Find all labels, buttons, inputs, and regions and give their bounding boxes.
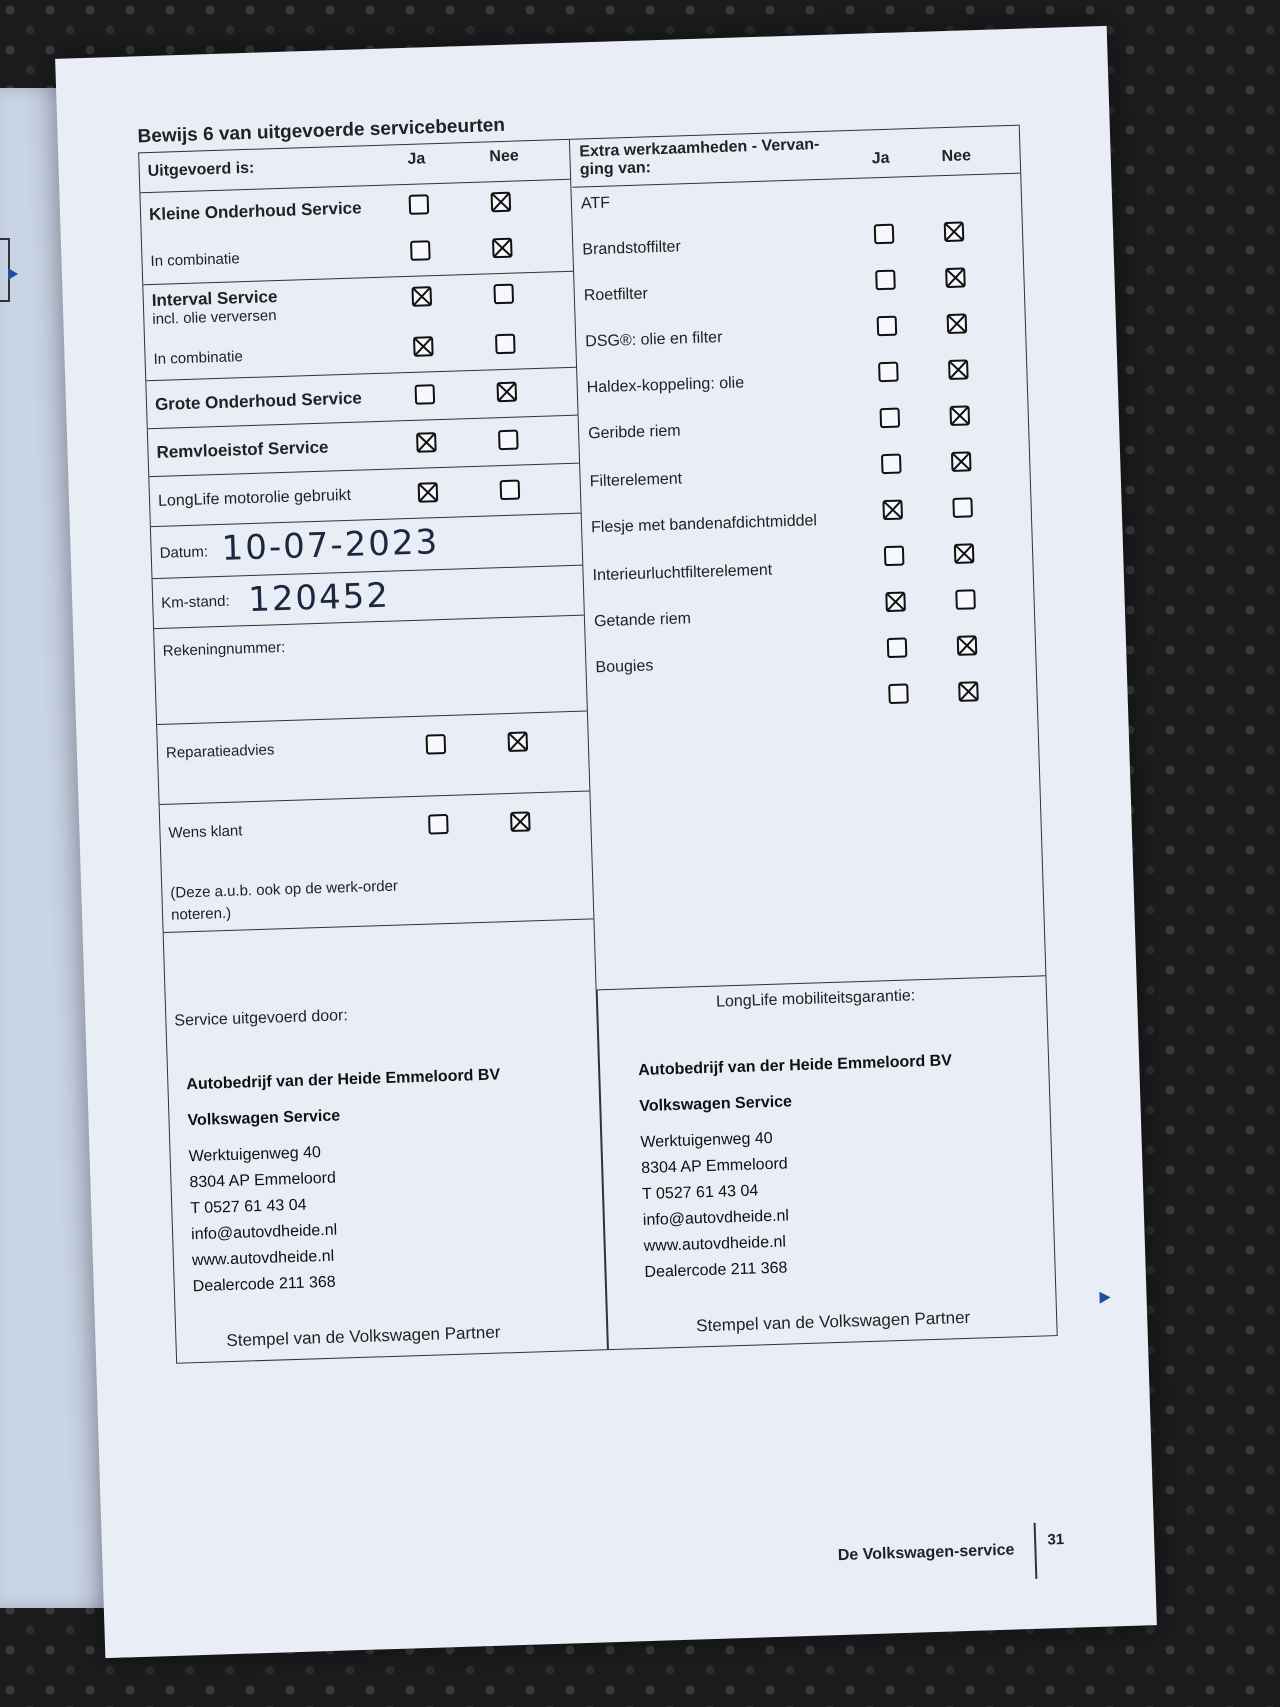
left-column	[139, 140, 596, 1003]
checkbox-nee[interactable]	[498, 430, 519, 451]
label-longlife: LongLife motorolie gebruikt	[157, 486, 352, 510]
right-item: Haldex-koppeling: olie	[586, 374, 745, 397]
row-reparatieadvies	[157, 712, 589, 805]
label-reparatieadvies: Reparatieadvies	[165, 741, 275, 762]
right-header-row	[571, 126, 1020, 188]
checkbox-ja[interactable]	[880, 408, 901, 429]
label-note: (Deze a.u.b. ook op de werk-order noteren.)	[170, 877, 399, 924]
checkbox-nee[interactable]	[952, 497, 973, 518]
stamp-city: 8304 AP Emmeloord	[189, 1169, 337, 1192]
stamp-phone: T 0527 61 43 04	[190, 1196, 307, 1218]
label-interval-sub: incl. olie verversen	[152, 307, 277, 328]
checkbox-nee[interactable]	[945, 267, 966, 288]
right-item: Flesje met bandenafdichtmiddel	[590, 512, 818, 537]
checkbox-ja[interactable]	[875, 270, 896, 291]
service-by-label: Service uitgevoerd door:	[174, 1007, 349, 1030]
footer-separator	[1034, 1523, 1038, 1579]
checkbox-nee[interactable]	[955, 589, 976, 610]
page-title: Bewijs 6 van uitgevoerde servicebeurten	[137, 114, 506, 148]
checkbox-nee[interactable]	[510, 811, 531, 832]
stamp-email: info@autovdheide.nl	[642, 1207, 790, 1230]
row-kleine-onderhoud	[140, 180, 573, 285]
right-column	[571, 126, 1046, 991]
stamp-web: www.autovdheide.nl	[643, 1233, 787, 1256]
stamp-caption-right: Stempel van de Volkswagen Partner	[695, 1307, 971, 1336]
right-item: Filterelement	[589, 470, 683, 491]
checkbox-ja[interactable]	[411, 286, 432, 307]
service-table	[138, 125, 1058, 1364]
row-rekeningnummer	[154, 616, 587, 725]
row-interval-service	[143, 272, 576, 381]
checkbox-ja[interactable]	[409, 194, 430, 215]
label-wens-klant: Wens klant	[168, 822, 243, 842]
checkbox-ja[interactable]	[415, 384, 436, 405]
handwritten-km: 120452	[247, 575, 391, 621]
stamp-right	[638, 1048, 959, 1286]
page-content	[137, 99, 1055, 1364]
stamp-city: 8304 AP Emmeloord	[641, 1155, 788, 1178]
left-ja-header: Ja	[407, 150, 426, 168]
booklet-page	[55, 26, 1157, 1658]
right-ja-header: Ja	[871, 149, 890, 168]
label-datum: Datum:	[159, 543, 209, 562]
footer-section: De Volkswagen-service	[837, 1541, 1015, 1565]
checkbox-ja[interactable]	[410, 240, 431, 261]
checkbox-ja[interactable]	[888, 683, 909, 704]
label-remvloeistof: Remvloeistof Service	[156, 437, 329, 462]
stamp-street: Werktuigenweg 40	[188, 1144, 322, 1166]
left-nee-header: Nee	[489, 147, 520, 166]
right-header: Extra werkzaamheden - Vervan-ging van:	[579, 135, 820, 179]
stamp-section	[166, 975, 1057, 1362]
right-item: Brandstoffilter	[582, 238, 682, 259]
stamp-email: info@autovdheide.nl	[190, 1221, 338, 1244]
checkbox-nee[interactable]	[958, 681, 979, 702]
page-number: 31	[1047, 1530, 1065, 1549]
right-item: Bougies	[595, 657, 654, 677]
stamp-dealer: Dealercode 211 368	[192, 1273, 336, 1296]
checkbox-ja[interactable]	[426, 734, 447, 755]
checkbox-ja[interactable]	[428, 814, 449, 835]
left-header: Uitgevoerd is:	[147, 159, 255, 181]
row-wens-klant	[160, 791, 594, 932]
checkbox-nee[interactable]	[947, 313, 968, 334]
checkbox-ja[interactable]	[884, 545, 905, 566]
checkbox-ja[interactable]	[885, 591, 906, 612]
right-item: Getande riem	[593, 610, 692, 631]
checkbox-nee[interactable]	[500, 480, 521, 501]
handwritten-datum: 10-07-2023	[220, 522, 440, 569]
checkbox-ja[interactable]	[878, 362, 899, 383]
checkbox-ja[interactable]	[416, 432, 437, 453]
checkbox-nee[interactable]	[491, 192, 512, 213]
checkbox-nee[interactable]	[507, 731, 528, 752]
checkbox-nee[interactable]	[492, 238, 513, 259]
label-interval-service: Interval Service	[151, 287, 278, 310]
checkbox-nee[interactable]	[495, 334, 516, 355]
checkbox-ja[interactable]	[877, 316, 898, 337]
right-item-atf: ATF	[580, 194, 611, 213]
stamp-brand: Volkswagen Service	[639, 1093, 793, 1116]
left-arrow-icon	[8, 268, 18, 280]
right-item: Geribde riem	[587, 422, 681, 443]
right-nee-header: Nee	[941, 147, 972, 166]
right-item: DSG®: olie en filter	[585, 329, 723, 351]
stamp-dealer: Dealercode 211 368	[644, 1259, 788, 1281]
longlife-label: LongLife mobiliteitsgarantie:	[715, 987, 916, 1011]
right-item: Interieurluchtfilterelement	[592, 561, 773, 585]
checkbox-ja[interactable]	[881, 454, 902, 475]
checkbox-nee[interactable]	[944, 221, 965, 242]
checkbox-ja[interactable]	[882, 500, 903, 521]
checkbox-nee[interactable]	[954, 543, 975, 564]
stamp-brand: Volkswagen Service	[187, 1107, 341, 1130]
stamp-company: Autobedrijf van der Heide Emmeloord BV	[186, 1066, 501, 1094]
stamp-web: www.autovdheide.nl	[191, 1247, 335, 1270]
stamp-divider	[596, 989, 609, 1349]
stamp-caption-left: Stempel van de Volkswagen Partner	[226, 1322, 501, 1351]
label-in-combinatie: In combinatie	[150, 250, 240, 271]
checkbox-nee[interactable]	[497, 382, 518, 403]
label-km-stand: Km-stand:	[161, 592, 230, 612]
stamp-left	[186, 1062, 507, 1300]
label-kleine-onderhoud: Kleine Onderhoud Service	[148, 198, 362, 225]
checkbox-ja[interactable]	[887, 637, 908, 658]
stamp-phone: T 0527 61 43 04	[641, 1182, 759, 1204]
next-arrow-icon	[1099, 1291, 1110, 1303]
checkbox-nee[interactable]	[493, 284, 514, 305]
checkbox-nee[interactable]	[957, 635, 978, 656]
checkbox-nee[interactable]	[949, 405, 970, 426]
right-item: Roetfilter	[583, 285, 649, 305]
label-in-combinatie: In combinatie	[153, 348, 244, 368]
label-rekeningnummer: Rekeningnummer:	[162, 638, 286, 660]
checkbox-ja[interactable]	[418, 482, 439, 503]
checkbox-nee[interactable]	[948, 359, 969, 380]
stamp-company: Autobedrijf van der Heide Emmeloord BV	[637, 1052, 953, 1080]
label-grote-onderhoud: Grote Onderhoud Service	[154, 388, 363, 414]
checkbox-ja[interactable]	[874, 224, 895, 245]
stamp-street: Werktuigenweg 40	[640, 1129, 773, 1152]
checkbox-nee[interactable]	[951, 451, 972, 472]
checkbox-ja[interactable]	[413, 336, 434, 357]
